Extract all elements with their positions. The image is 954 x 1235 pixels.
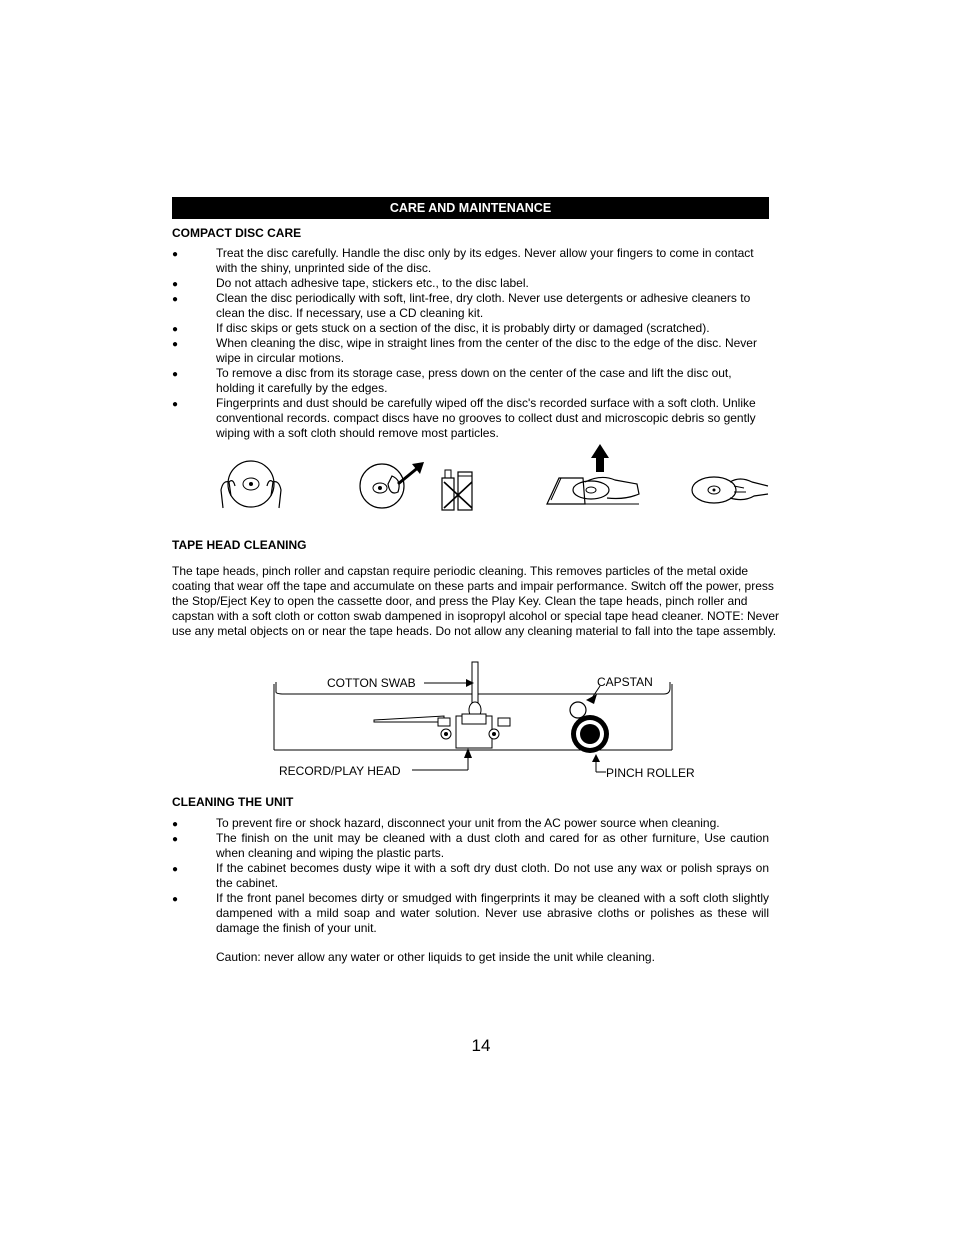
bullet-icon: ● bbox=[172, 894, 179, 905]
disc-care-illustrations bbox=[210, 440, 780, 515]
bullet-icon: ● bbox=[172, 249, 179, 260]
hands-holding-disc-icon bbox=[215, 460, 287, 510]
caution-note: Caution: never allow any water or other liquids to get inside the unit while cleaning. bbox=[216, 950, 655, 964]
bullet-icon: ● bbox=[172, 324, 179, 335]
hand-holding-disc-edge-icon bbox=[690, 472, 770, 506]
list-item: ● If the cabinet becomes dusty wipe it with a soft dry dust cloth. Do not use any wax or polish sprays on the cabinet. bbox=[172, 861, 769, 890]
list-item: ● The finish on the unit may be cleaned with a dust cloth and cared for as other furniture, Use caution when cleaning and wiping the plastic parts. bbox=[172, 831, 769, 860]
bullet-icon: ● bbox=[172, 399, 179, 410]
list-item: ● If the front panel becomes dirty or smudged with fingerprints it may be cleaned with a soft cloth slightly dampened with a mild soap and water solution. Never use abrasive cloths or polishes as these will damage the finish of your unit. bbox=[172, 891, 769, 935]
no-cleaners-icon bbox=[438, 466, 478, 512]
list-item: ● To remove a disc from its storage case, press down on the center of the case and lift the disc out, holding it carefully by the edges. bbox=[172, 366, 732, 395]
cleaning-unit-heading: CLEANING THE UNIT bbox=[172, 795, 294, 809]
bullet-icon: ● bbox=[172, 279, 179, 290]
bullet-icon: ● bbox=[172, 834, 179, 845]
list-item: ● Fingerprints and dust should be carefully wiped off the disc's recorded surface with a soft cloth. Unlike conventional records. compact discs have no grooves to collect dust and microscopic debris so gently wiping with a soft cloth should remove most particles. bbox=[172, 396, 756, 440]
list-item: ● If disc skips or gets stuck on a section of the disc, it is probably dirty or damaged (scratched). bbox=[172, 321, 710, 335]
page-number: 14 bbox=[471, 1036, 491, 1055]
wiping-disc-icon bbox=[358, 462, 428, 512]
tape-head-paragraph: The tape heads, pinch roller and capstan require periodic cleaning. This removes particles of the metal oxide coating that wear off the tape and accumulate on these parts and impair performance. Switch off the power, press the Stop/Eject Key to open the cassette door, and press the Play Key. Clean the tape heads, pinch roller and capstan with a soft cloth or cotton swab dampened in isopropyl alcohol or special tape head cleaner. NOTE: Never use any metal objects on or near the tape heads. Do not allow any cleaning material to fall into the tape assembly. bbox=[172, 564, 780, 638]
list-item: ● To prevent fire or shock hazard, disconnect your unit from the AC power source when cleaning. bbox=[172, 816, 720, 830]
list-item: ● Treat the disc carefully. Handle the disc only by its edges. Never allow your fingers to come in contact with the shiny, unprinted side of the disc. bbox=[172, 246, 754, 275]
cleaning-unit-list bbox=[172, 816, 769, 936]
removing-disc-from-case-icon bbox=[545, 440, 645, 510]
disc-care-list bbox=[172, 246, 772, 441]
tape-head-heading: TAPE HEAD CLEANING bbox=[172, 538, 307, 552]
section-title-banner: CARE AND MAINTENANCE bbox=[172, 197, 769, 219]
bullet-icon: ● bbox=[172, 819, 179, 830]
list-item: ● When cleaning the disc, wipe in straight lines from the center of the disc to the edge of the disc. Never wipe in circular motions. bbox=[172, 336, 757, 365]
tape-head-diagram bbox=[270, 658, 710, 783]
cotton-swab-label: COTTON SWAB bbox=[327, 676, 416, 690]
list-item: ● Do not attach adhesive tape, stickers etc., to the disc label. bbox=[172, 276, 529, 290]
capstan-label: CAPSTAN bbox=[597, 675, 653, 689]
disc-care-heading: COMPACT DISC CARE bbox=[172, 226, 302, 240]
bullet-icon: ● bbox=[172, 294, 179, 305]
bullet-icon: ● bbox=[172, 369, 179, 380]
record-play-head-label: RECORD/PLAY HEAD bbox=[279, 764, 401, 778]
bullet-icon: ● bbox=[172, 339, 179, 350]
list-item: ● Clean the disc periodically with soft, lint-free, dry cloth. Never use detergents or adhesive cleaners to clean the disc. If necessary, use a CD cleaning kit. bbox=[172, 291, 751, 320]
bullet-icon: ● bbox=[172, 864, 179, 875]
pinch-roller-label: PINCH ROLLER bbox=[606, 766, 695, 780]
